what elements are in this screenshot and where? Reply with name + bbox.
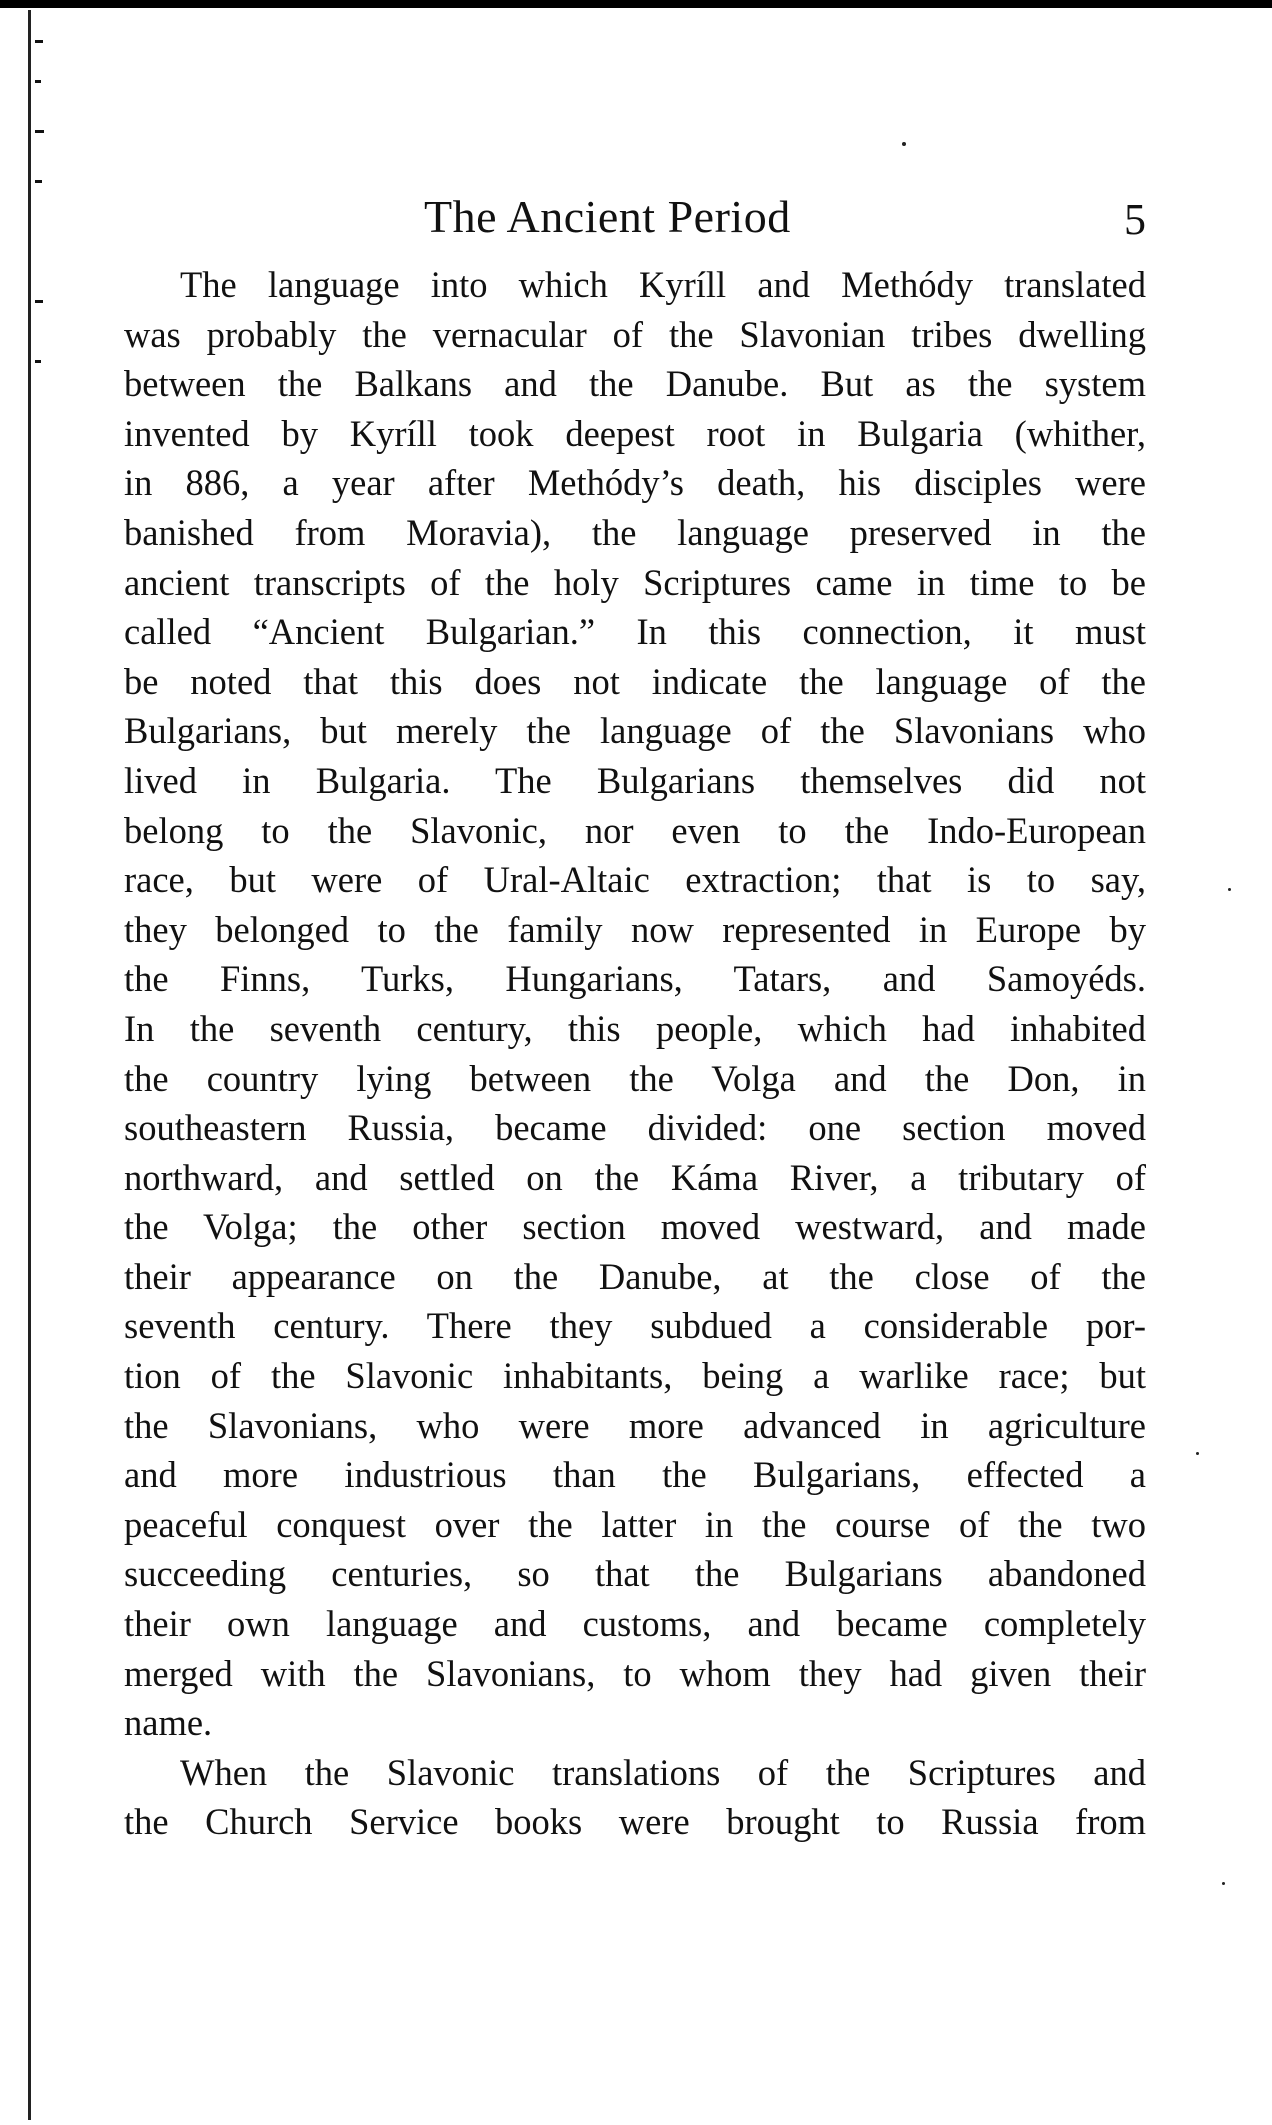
text-line: and more industrious than the Bulgarians, effected a	[124, 1454, 1146, 1496]
paragraph-1	[124, 260, 1146, 1748]
book-page	[124, 180, 1146, 1847]
text-line: was probably the vernacular of the Slavonian tribes dwelling	[124, 313, 1146, 355]
text-line: northward, and settled on the Káma River, a tributary of	[124, 1156, 1146, 1198]
page-header	[124, 180, 1146, 260]
scan-binding-gutter	[28, 10, 41, 2120]
gutter-mark	[35, 80, 41, 83]
running-head: The Ancient Period	[424, 191, 791, 242]
gutter-mark	[35, 40, 43, 43]
scan-speck	[1196, 1452, 1199, 1455]
text-line: ancient transcripts of the holy Scriptures came in time to be	[124, 561, 1146, 603]
text-line: peaceful conquest over the latter in the course of the two	[124, 1503, 1146, 1545]
text-line: succeeding centuries, so that the Bulgarians abandoned	[124, 1553, 1146, 1595]
text-line: southeastern Russia, became divided: one section moved	[124, 1107, 1146, 1149]
gutter-mark	[35, 300, 43, 303]
gutter-mark	[35, 130, 44, 133]
text-line: lived in Bulgaria. The Bulgarians themselves did not	[124, 759, 1146, 801]
gutter-mark	[35, 360, 41, 363]
scan-top-border	[0, 0, 1272, 8]
text-line: their own language and customs, and became completely	[124, 1603, 1146, 1645]
text-line: between the Balkans and the Danube. But as the system	[124, 363, 1146, 405]
text-line: race, but were of Ural-Altaic extraction; that is to say,	[124, 859, 1146, 901]
text-line: the Church Service books were brought to Russia from	[124, 1801, 1146, 1843]
text-line: In the seventh century, this people, which had inhabited	[124, 1007, 1146, 1049]
text-line: in 886, a year after Methódy’s death, his disciples were	[124, 462, 1146, 504]
page-number: 5	[1124, 195, 1146, 244]
text-line: merged with the Slavonians, to whom they had given their	[124, 1652, 1146, 1694]
gutter-mark	[35, 180, 42, 183]
text-line: Bulgarians, but merely the language of the Slavonians who	[124, 710, 1146, 752]
text-line: The language into which Kyríll and Methódy translated	[180, 264, 1146, 305]
scan-speck	[1228, 888, 1231, 891]
text-line: the Slavonians, who were more advanced in agriculture	[124, 1404, 1146, 1446]
text-line: their appearance on the Danube, at the close of the	[124, 1255, 1146, 1297]
scan-speck	[1222, 1882, 1225, 1885]
text-line: they belonged to the family now represented in Europe by	[124, 908, 1146, 950]
text-line: the country lying between the Volga and the Don, in	[124, 1057, 1146, 1099]
text-line: tion of the Slavonic inhabitants, being a warlike race; but	[124, 1355, 1146, 1397]
text-line: When the Slavonic translations of the Scriptures and	[180, 1751, 1146, 1793]
text-line: be noted that this does not indicate the language of the	[124, 660, 1146, 702]
text-line: called “Ancient Bulgarian.” In this connection, it must	[124, 611, 1146, 653]
paragraph-2	[124, 1748, 1146, 1847]
text-line: banished from Moravia), the language preserved in the	[124, 511, 1146, 553]
text-line: the Volga; the other section moved westward, and made	[124, 1206, 1146, 1248]
text-line: belong to the Slavonic, nor even to the Indo-European	[124, 809, 1146, 851]
scan-speck	[902, 142, 906, 146]
text-line: name.	[124, 1702, 213, 1744]
text-line: the Finns, Turks, Hungarians, Tatars, and Samoyéds.	[124, 958, 1146, 1000]
text-line: seventh century. There they subdued a considerable por-	[124, 1305, 1146, 1347]
text-line: invented by Kyríll took deepest root in Bulgaria (whither,	[124, 412, 1146, 454]
